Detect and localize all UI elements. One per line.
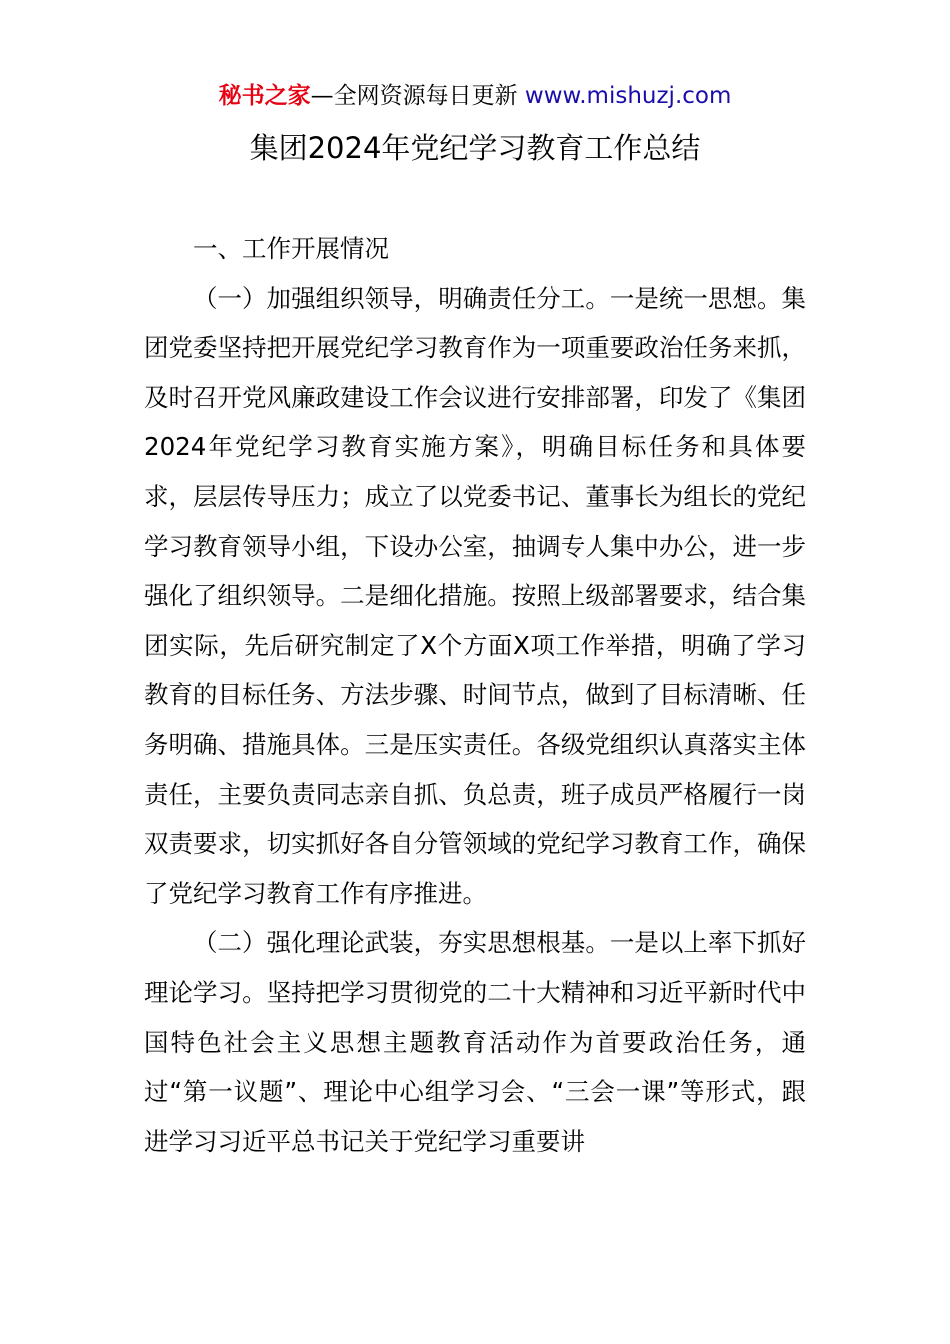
website-link[interactable]: www.mishuzj.com [524, 83, 732, 109]
header-banner [0, 78, 950, 114]
paragraph-1: （一）加强组织领导，明确责任分工。一是统一思想。集团党委坚持把开展党纪学习教育作为一项重要政治任务来抓，及时召开党风廉政建设工作会议进行安排部署，印发了《集团2024年党纪学习教育实施方案》，明确目标任务和具体要求，层层传导压力；成立了以党委书记、董事长为组长的党纪学习教育领导小组，下设办公室，抽调专人集中办公，进一步强化了组织领导。二是细化措施。按照上级部署要求，结合集团实际，先后研究制定了X个方面X项工作举措，明确了学习教育的目标任务、方法步骤、时间节点，做到了目标清晰、任务明确、措施具体。三是压实责任。各级党组织认真落实主体责任，主要负责同志亲自抓、负总责，班子成员严格履行一岗双责要求，切实抓好各自分管领域的党纪学习教育工作，确保了党纪学习教育工作有序推进。 [144, 283, 806, 908]
document-title: 集团2024年党纪学习教育工作总结 [249, 131, 701, 165]
document-body [144, 224, 806, 1166]
brand-name: 秘书之家 [218, 83, 311, 109]
paragraph-2: （二）强化理论武装，夯实思想根基。一是以上率下抓好理论学习。坚持把学习贯彻党的二十大精神和习近平新时代中国特色社会主义思想主题教育活动作为首要政治任务，通过“第一议题”、理论中心组学习会、“三会一课”等形式，跟进学习习近平总书记关于党纪学习重要讲 [144, 928, 806, 1156]
section-heading: 一、工作开展情况 [193, 234, 389, 263]
banner-tagline: —全网资源每日更新 [310, 83, 525, 109]
